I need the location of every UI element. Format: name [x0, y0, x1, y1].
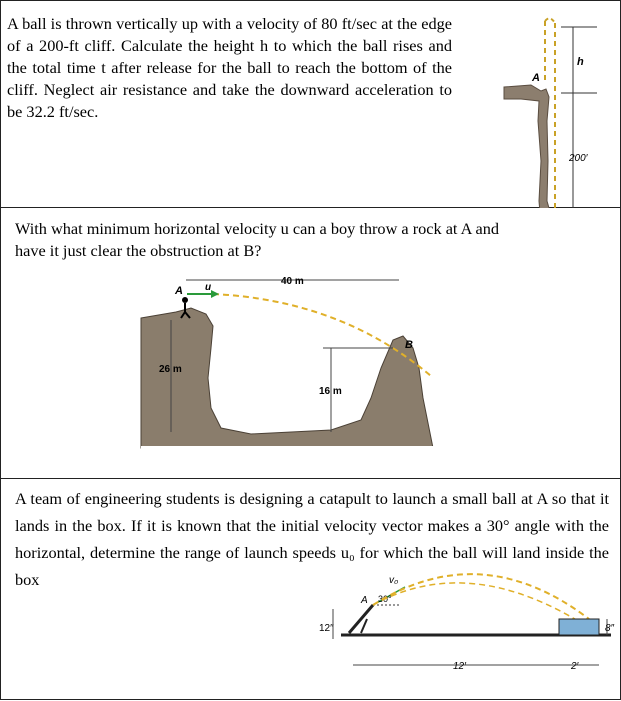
problem-2-panel [0, 208, 621, 478]
problem-1-text: A ball is thrown vertically up with a velocity of 80 ft/sec at the edge of a 200-ft cliff. Calculate the height h to which the ball rises and the total time t after release for the ball to reach the bottom of the cliff. Neglect air resistance and take the downward acceleration to be 32.2 ft/sec. [7, 14, 452, 121]
label-A2: A [175, 285, 183, 297]
label-v0: v₀ [389, 575, 399, 586]
label-2ft: 2′ [571, 661, 579, 672]
problem-2-text: With what minimum horizontal velocity u can a boy throw a rock at A and have it just clear the obstruction at B? [15, 219, 500, 260]
label-A: A [532, 72, 540, 84]
label-40m: 40 m [281, 276, 304, 287]
label-8in: 8″ [605, 623, 615, 634]
label-16m: 16 m [319, 386, 342, 397]
cliff-rock [503, 1, 599, 209]
label-h: h [577, 56, 584, 68]
problem-3-text: A team of engineering students is designing a catapult to launch a small ball at A so that it lands in the box. If it is known that the initial velocity vector makes a 30° angle with the horizontal, determine the range of launch speeds u₀ for which the ball will land inside the box [15, 489, 609, 589]
target-box [559, 619, 599, 635]
label-12in: 12″ [319, 623, 334, 634]
label-12ft: 12′ [453, 661, 466, 672]
cliff-figure [1, 1, 621, 209]
catapult-figure [1, 479, 621, 701]
label-30: 30° [378, 594, 392, 604]
trajectory-3 [373, 574, 589, 619]
label-u: u [205, 282, 212, 293]
left-cliff [141, 308, 433, 448]
label-200ft: 200′ [569, 153, 588, 164]
label-A3: A [361, 595, 368, 606]
label-26m: 26 m [159, 364, 182, 375]
cliff-shape [504, 85, 601, 209]
problem-1-panel [0, 0, 621, 208]
catapult-arm [349, 605, 373, 633]
obstruction-figure [1, 208, 621, 478]
label-B: B [405, 339, 413, 351]
problem-3-panel [0, 478, 621, 700]
